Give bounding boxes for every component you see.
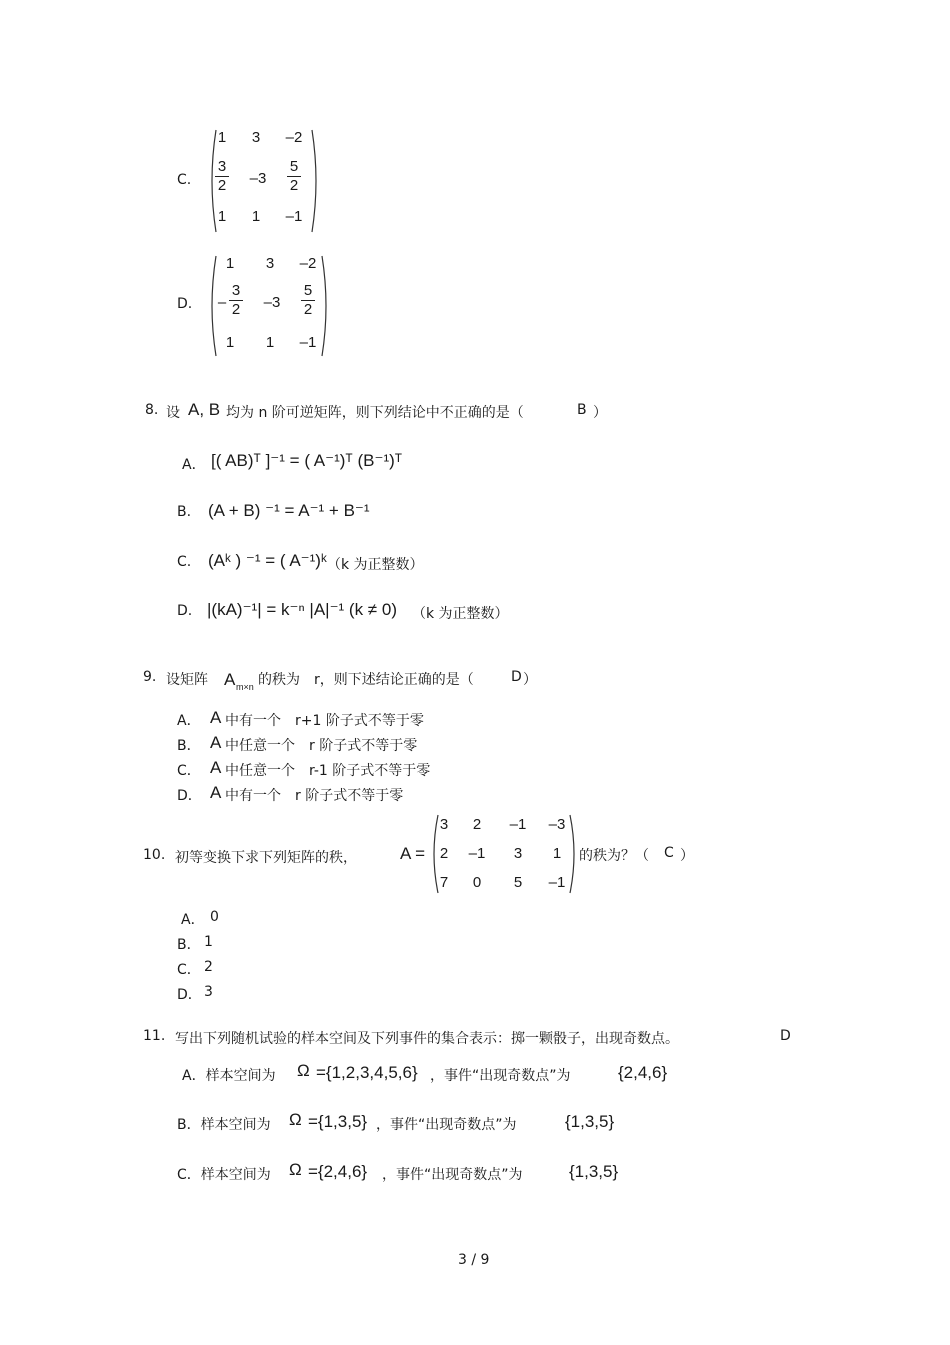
option-text: 中任意一个 r 阶子式不等于零 (225, 738, 418, 754)
option-text: 中任意一个 r-1 阶子式不等于零 (225, 763, 431, 779)
option-text: 中有一个 r 阶子式不等于零 (225, 788, 404, 804)
option-label: C. (177, 554, 192, 570)
math-var: A (210, 783, 222, 802)
option-label: A． (182, 457, 206, 473)
answer: B (577, 402, 587, 418)
sample-space: ={1,3,5} (308, 1112, 368, 1131)
option-label: D． (177, 987, 202, 1003)
minus-sign: – (217, 294, 227, 311)
option-text: ，事件“出现奇数点”为 (430, 1068, 571, 1084)
matrix-cell: –1 (285, 208, 303, 225)
note: （k 为正整数） (327, 557, 424, 573)
option-label: B． (177, 738, 201, 754)
fraction: 3 2 (214, 158, 230, 195)
matrix-cell: –3 (548, 816, 566, 833)
matrix-cell: –3 (263, 294, 281, 311)
question-text: ） (593, 405, 607, 421)
matrix-cell: 2 (439, 845, 449, 862)
math-var: A (224, 670, 236, 689)
matrix-cell: 3 (265, 255, 275, 272)
option-text: ，事件“出现奇数点”为 (376, 1117, 517, 1133)
formula: [( AB)ᵀ ]⁻¹ = ( A⁻¹)ᵀ (B⁻¹)ᵀ (211, 451, 403, 470)
matrix-cell: 1 (265, 334, 275, 351)
question-text: 初等变换下求下列矩阵的秩， (175, 850, 357, 866)
question-text: 均为 n 阶可逆矩阵，则下列结论中不正确的是（ (226, 405, 524, 421)
matrix-cell: –1 (548, 874, 566, 891)
formula: (A + B) ⁻¹ = A⁻¹ + B⁻¹ (208, 501, 370, 520)
matrix-cell: 0 (472, 874, 482, 891)
page-number: 3 / 9 (458, 1252, 490, 1268)
question-text: ） (523, 672, 537, 688)
omega-symbol: Ω (297, 1061, 310, 1080)
matrix-cell: 3 (513, 845, 523, 862)
sample-space: ={1,2,3,4,5,6} (316, 1063, 418, 1082)
option-label: D. (177, 296, 193, 312)
question-number: 8. (145, 402, 159, 418)
matrix-cell: 1 (217, 129, 227, 146)
math-var: A (210, 758, 222, 777)
matrix-cell: 5 (513, 874, 523, 891)
event-set: {1,3,5} (565, 1112, 615, 1131)
matrix-cell: 3 (439, 816, 449, 833)
matrix-cell: 1 (225, 255, 235, 272)
matrix-cell: –1 (299, 334, 317, 351)
matrix-cell: 1 (251, 208, 261, 225)
answer: C (664, 845, 674, 861)
option-label: A．样本空间为 (182, 1068, 276, 1084)
option-label: C． (177, 763, 201, 779)
question-text: 设矩阵 (166, 672, 208, 688)
question-number: 11. (143, 1028, 166, 1044)
matrix-cell: –1 (509, 816, 527, 833)
option-label: C． (177, 962, 201, 978)
option-label: D． (177, 788, 202, 804)
matrix-lhs: A = (400, 844, 426, 863)
math-var: A (210, 733, 222, 752)
math-subscript: m×n (236, 682, 254, 692)
sample-space: ={2,4,6} (308, 1162, 368, 1181)
math-var: A (210, 708, 222, 727)
note: （k 为正整数） (412, 606, 509, 622)
question-text: ） (680, 848, 694, 864)
option-label: C. (177, 172, 192, 188)
matrix-cell: –2 (299, 255, 317, 272)
math-vars: A, B (188, 400, 221, 419)
matrix-cell: 3 (251, 129, 261, 146)
omega-symbol: Ω (289, 1110, 302, 1129)
question-text: 设 (166, 405, 180, 421)
option-label: B．样本空间为 (177, 1117, 271, 1133)
option-value: 0 (210, 909, 219, 925)
option-text: 中有一个 r+1 阶子式不等于零 (225, 713, 424, 729)
option-value: 2 (204, 959, 213, 975)
question-number: 10. (143, 847, 166, 863)
option-label: D. (177, 603, 193, 619)
question-text: 的秩为？（ (579, 848, 649, 864)
option-value: 1 (204, 934, 213, 950)
matrix-cell: 7 (439, 874, 449, 891)
matrix-cell: 1 (225, 334, 235, 351)
matrix-cell: 2 (472, 816, 482, 833)
matrix-cell: 1 (552, 845, 562, 862)
option-text: ，事件“出现奇数点”为 (382, 1167, 523, 1183)
matrix-cell: –2 (285, 129, 303, 146)
option-label: B． (177, 937, 201, 953)
fraction: 5 2 (300, 282, 316, 319)
event-set: {1,3,5} (569, 1162, 619, 1181)
event-set: {2,4,6} (618, 1063, 668, 1082)
matrix-cell: –1 (468, 845, 486, 862)
formula: (Aᵏ ) ⁻¹ = ( A⁻¹)ᵏ (208, 551, 327, 570)
formula: |(kA)⁻¹| = k⁻ⁿ |A|⁻¹ (k ≠ 0) (207, 600, 397, 619)
fraction: 3 2 (228, 282, 244, 319)
question-text: 的秩为 r，则下述结论正确的是（ (258, 672, 474, 688)
question-number: 9. (143, 669, 157, 685)
option-label: A． (181, 912, 205, 928)
fraction: 5 2 (286, 158, 302, 195)
option-label: B. (177, 504, 192, 520)
question-text: 写出下列随机试验的样本空间及下列事件的集合表示：掷一颗骰子，出现奇数点。 (175, 1031, 679, 1047)
matrix-cell: 1 (217, 208, 227, 225)
omega-symbol: Ω (289, 1160, 302, 1179)
option-value: 3 (204, 984, 213, 1000)
option-label: A． (177, 713, 201, 729)
matrix-cell: –3 (249, 170, 267, 187)
option-label: C．样本空间为 (177, 1167, 271, 1183)
answer: D (780, 1028, 791, 1044)
answer: D (511, 669, 522, 685)
